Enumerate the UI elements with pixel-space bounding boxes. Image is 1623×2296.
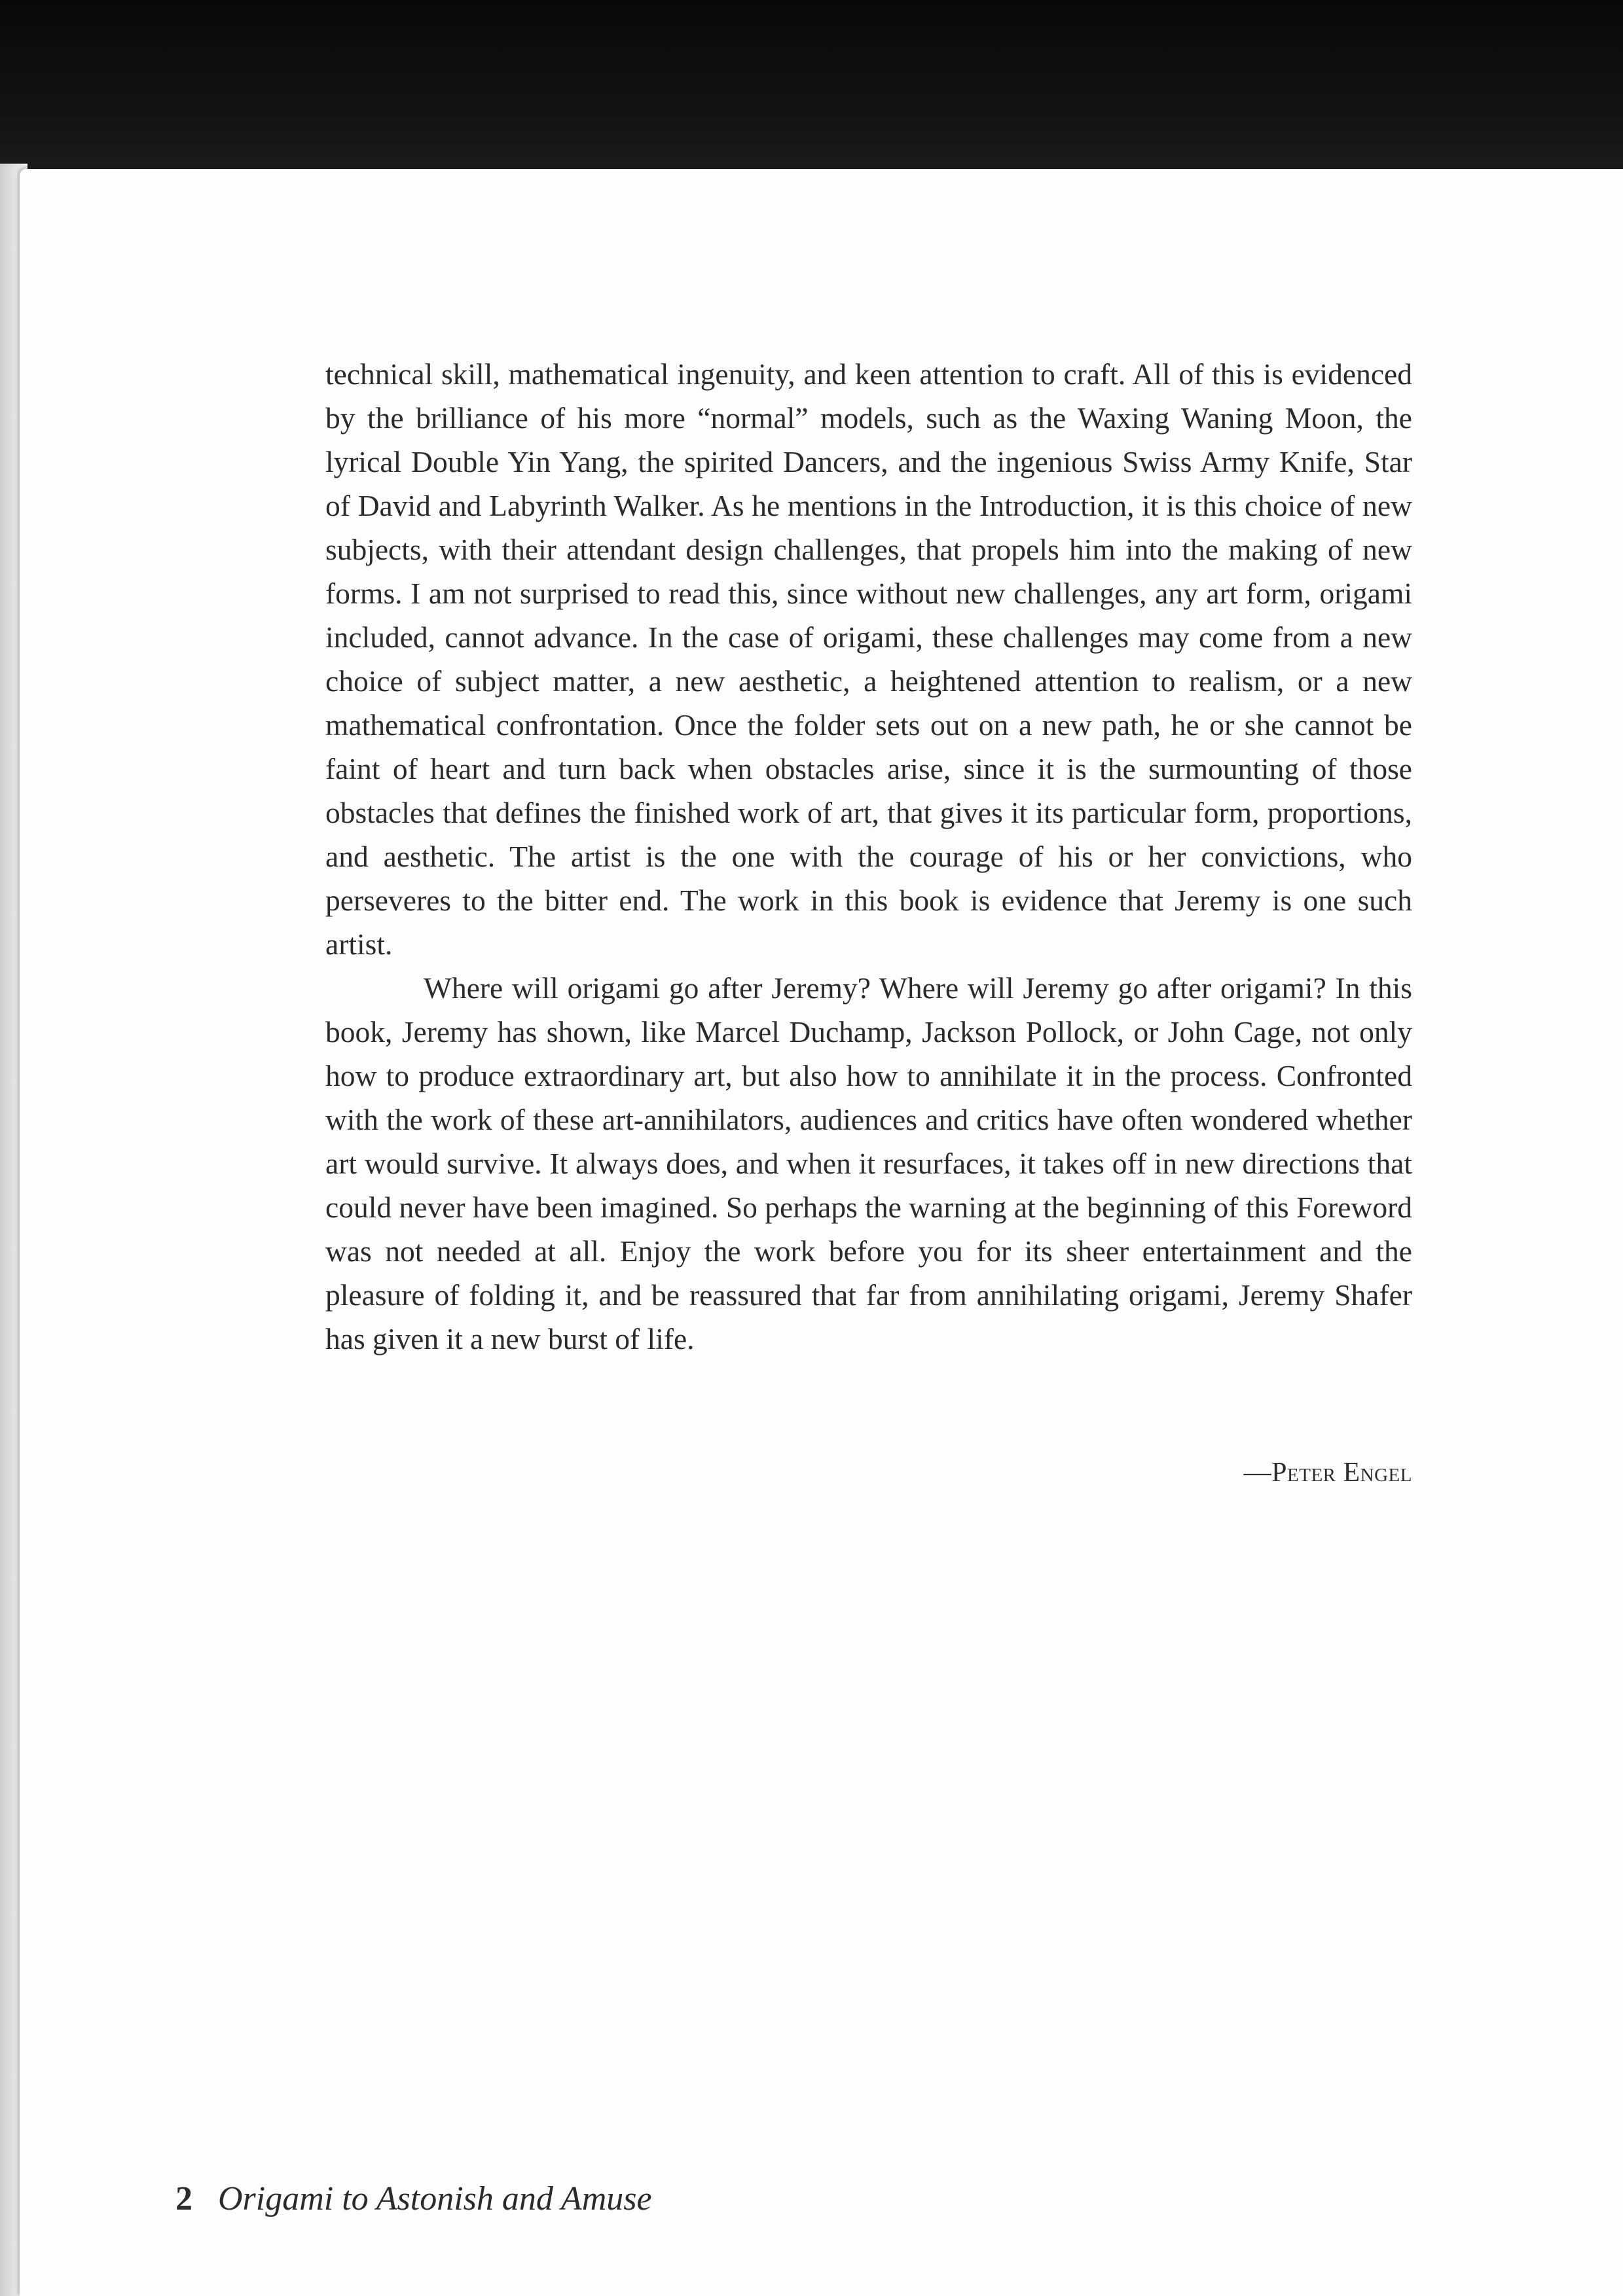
- scan-top-border: [0, 0, 1623, 178]
- running-title: Origami to Astonish and Amuse: [218, 2180, 652, 2217]
- page-number: 2: [175, 2180, 192, 2217]
- page-footer: [175, 2179, 652, 2218]
- foreword-body: [325, 352, 1412, 1361]
- body-paragraph: Where will origami go after Jeremy? Where will Jeremy go after origami? In this book, Jeremy has shown, like Marcel Duchamp, Jackson Pollock, or John Cage, not only how to produce extraordinary art, but also how to annihilate it in the process. Confronted with the work of these art-annihilators, audiences and critics have often wondered whether art would survive. It always does, and when it resurfaces, it takes off in new directions that could never have been imagined. So perhaps the warning at the beginning of this Foreword was not needed at all. Enjoy the work before you for its sheer entertainment and the pleasure of folding it, and be reassured that far from annihilating origami, Jeremy Shafer has given it a new burst of life.: [325, 971, 1412, 1355]
- body-paragraph: technical skill, mathematical ingenuity, and keen attention to craft. All of this is evidenced by the brilliance of his more “normal” models, such as the Waxing Waning Moon, the lyrical Double Yin Yang, the spirited Dancers, and the ingenious Swiss Army Knife, Star of David and Labyrinth Walker. As he mentions in the Introduction, it is this choice of new subjects, with their attendant design challenges, that propels him into the making of new forms. I am not surprised to read this, since without new challenges, any art form, origami included, cannot advance. In the case of origami, these challenges may come from a new choice of subject matter, a new aesthetic, a heightened attention to realism, or a new mathematical confrontation. Once the folder sets out on a new path, he or she cannot be faint of heart and turn back when obstacles arise, since it is the surmounting of those obstacles that defines the finished work of art, that gives it its particular form, proportions, and aesthetic. The artist is the one with the courage of his or her convictions, who perseveres to the bitter end. The work in this book is evidence that Jeremy is one such artist.: [325, 357, 1412, 961]
- author-signature: —Peter Engel: [1243, 1458, 1412, 1488]
